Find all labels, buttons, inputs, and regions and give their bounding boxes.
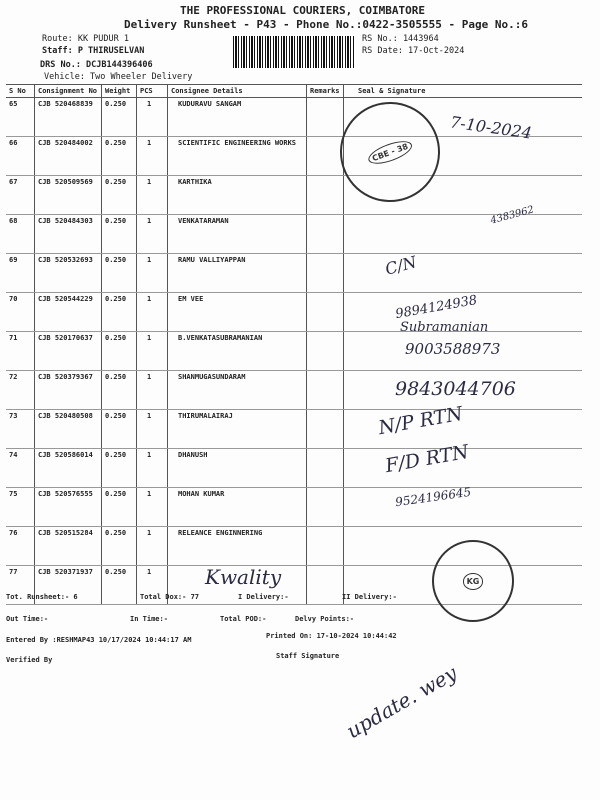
rs-number: RS No.: 1443964 — [362, 34, 439, 44]
pcs: 1 — [137, 137, 168, 176]
staff: Staff: P THIRUSELVAN — [42, 46, 145, 56]
weight: 0.250 — [102, 566, 137, 605]
consignment-no: CJB 520468839 — [35, 98, 102, 137]
company-title: THE PROFESSIONAL COURIERS, COIMBATORE — [180, 4, 426, 17]
runsheet-subtitle: Delivery Runsheet - P43 - Phone No.:0422-3505555 - Page No.:6 — [124, 18, 528, 31]
remarks — [307, 527, 344, 566]
remarks — [307, 215, 344, 254]
staff-signature: Staff Signature — [276, 652, 340, 660]
consignment-no: CJB 520515284 — [35, 527, 102, 566]
pcs: 1 — [137, 566, 168, 605]
stamp-kwality-garments: KG — [432, 540, 514, 622]
s-no: 66 — [6, 137, 35, 176]
consignee-name: RELEANCE ENGINNERING — [168, 527, 307, 566]
table-row — [6, 293, 582, 332]
pcs: 1 — [137, 98, 168, 137]
consignment-no: CJB 520532693 — [35, 254, 102, 293]
consignee-name: KUDURAVU SANGAM — [168, 98, 307, 137]
consignment-no: CJB 520480508 — [35, 410, 102, 449]
s-no: 69 — [6, 254, 35, 293]
s-no: 73 — [6, 410, 35, 449]
consignee-name: SCIENTIFIC ENGINEERING WORKS — [168, 137, 307, 176]
weight: 0.250 — [102, 293, 137, 332]
drs-number: DRS No.: DCJB144396406 — [40, 60, 153, 70]
s-no: 70 — [6, 293, 35, 332]
col-sno: S No — [6, 85, 35, 98]
remarks — [307, 137, 344, 176]
pcs: 1 — [137, 449, 168, 488]
weight: 0.250 — [102, 488, 137, 527]
delvy-points: Delvy Points:- — [295, 615, 355, 623]
handwriting: 9524196645 — [394, 484, 472, 510]
consignee-name: VENKATARAMAN — [168, 215, 307, 254]
weight: 0.250 — [102, 137, 137, 176]
remarks — [307, 98, 344, 137]
seal-signature — [344, 254, 583, 293]
s-no: 65 — [6, 98, 35, 137]
col-consignment: Consignment No — [35, 85, 102, 98]
weight: 0.250 — [102, 527, 137, 566]
s-no: 72 — [6, 371, 35, 410]
table-row — [6, 137, 582, 176]
out-time: Out Time:- — [6, 615, 49, 623]
table-row — [6, 254, 582, 293]
entered-by: Entered By :RESHMAP43 10/17/2024 10:44:17 AM — [6, 636, 192, 644]
consignee-name: EM VEE — [168, 293, 307, 332]
col-weight: Weight — [102, 85, 137, 98]
handwriting: F/D RTN — [383, 440, 471, 478]
remarks — [307, 176, 344, 215]
s-no: 74 — [6, 449, 35, 488]
table-row — [6, 488, 582, 527]
col-consignee: Consignee Details — [168, 85, 307, 98]
weight: 0.250 — [102, 98, 137, 137]
handwriting: Subramanian — [400, 320, 489, 335]
weight: 0.250 — [102, 254, 137, 293]
consignment-no: CJB 520484002 — [35, 137, 102, 176]
s-no: 71 — [6, 332, 35, 371]
handwriting: 4383962 — [489, 204, 536, 227]
i-delivery: I Delivery:- — [238, 593, 289, 601]
remarks — [307, 371, 344, 410]
pcs: 1 — [137, 410, 168, 449]
s-no: 76 — [6, 527, 35, 566]
printed-on: Printed On: 17-10-2024 10:44:42 — [266, 632, 397, 640]
total-dox: Total Dox:- 77 — [140, 593, 200, 601]
consignee-name: THIRUMALAIRAJ — [168, 410, 307, 449]
weight: 0.250 — [102, 449, 137, 488]
weight: 0.250 — [102, 332, 137, 371]
total-pod: Total POD:- — [220, 615, 267, 623]
handwriting: 7-10-2024 — [449, 112, 534, 143]
table-row — [6, 410, 582, 449]
remarks — [307, 332, 344, 371]
remarks — [307, 488, 344, 527]
handwriting: Kwality — [205, 565, 282, 589]
pcs: 1 — [137, 371, 168, 410]
remarks — [307, 566, 344, 605]
s-no: 68 — [6, 215, 35, 254]
pcs: 1 — [137, 488, 168, 527]
consignment-no: CJB 520170637 — [35, 332, 102, 371]
consignment-no: CJB 520484303 — [35, 215, 102, 254]
in-time: In Time:- — [130, 615, 168, 623]
vehicle: Vehicle: Two Wheeler Delivery — [44, 72, 193, 82]
handwriting: update. wey — [342, 660, 462, 744]
handwriting: C/N — [383, 252, 419, 279]
consignee-name: DHANUSH — [168, 449, 307, 488]
consignment-no: CJB 520371937 — [35, 566, 102, 605]
col-remarks: Remarks — [307, 85, 344, 98]
weight: 0.250 — [102, 371, 137, 410]
handwriting: 9843044706 — [395, 378, 516, 400]
remarks — [307, 254, 344, 293]
weight: 0.250 — [102, 176, 137, 215]
stamp-scientific-engineering: CBE - 38 — [326, 88, 454, 216]
handwriting: 9894124938 — [394, 292, 479, 323]
pcs: 1 — [137, 254, 168, 293]
consignment-no: CJB 520576555 — [35, 488, 102, 527]
handwriting: 9003588973 — [405, 340, 501, 358]
col-pcs: PCS — [137, 85, 168, 98]
consignment-no: CJB 520544229 — [35, 293, 102, 332]
s-no: 75 — [6, 488, 35, 527]
consignee-name: SHANMUGASUNDARAM — [168, 371, 307, 410]
consignee-name: MOHAN KUMAR — [168, 488, 307, 527]
pcs: 1 — [137, 176, 168, 215]
pcs: 1 — [137, 332, 168, 371]
verified-by: Verified By — [6, 656, 53, 664]
consignee-name: KARTHIKA — [168, 176, 307, 215]
remarks — [307, 410, 344, 449]
s-no: 67 — [6, 176, 35, 215]
ii-delivery: II Delivery:- — [342, 593, 397, 601]
remarks — [307, 293, 344, 332]
rs-date: RS Date: 17-Oct-2024 — [362, 46, 465, 56]
consignment-no: CJB 520586014 — [35, 449, 102, 488]
consignee-name: B.VENKATASUBRAMANIAN — [168, 332, 307, 371]
weight: 0.250 — [102, 215, 137, 254]
consignment-no: CJB 520379367 — [35, 371, 102, 410]
pcs: 1 — [137, 215, 168, 254]
handwriting: N/P RTN — [376, 402, 465, 440]
table-row — [6, 176, 582, 215]
table-row — [6, 449, 582, 488]
remarks — [307, 449, 344, 488]
route: Route: KK PUDUR 1 — [42, 34, 129, 44]
tot-runsheet: Tot. Runsheet:- 6 — [6, 593, 78, 601]
consignee-name: RAMU VALLIYAPPAN — [168, 254, 307, 293]
weight: 0.250 — [102, 410, 137, 449]
consignment-no: CJB 520509569 — [35, 176, 102, 215]
seal-signature — [344, 215, 583, 254]
s-no: 77 — [6, 566, 35, 605]
pcs: 1 — [137, 527, 168, 566]
col-seal: Seal & Signature — [344, 85, 583, 98]
pcs: 1 — [137, 293, 168, 332]
barcode — [233, 36, 355, 68]
